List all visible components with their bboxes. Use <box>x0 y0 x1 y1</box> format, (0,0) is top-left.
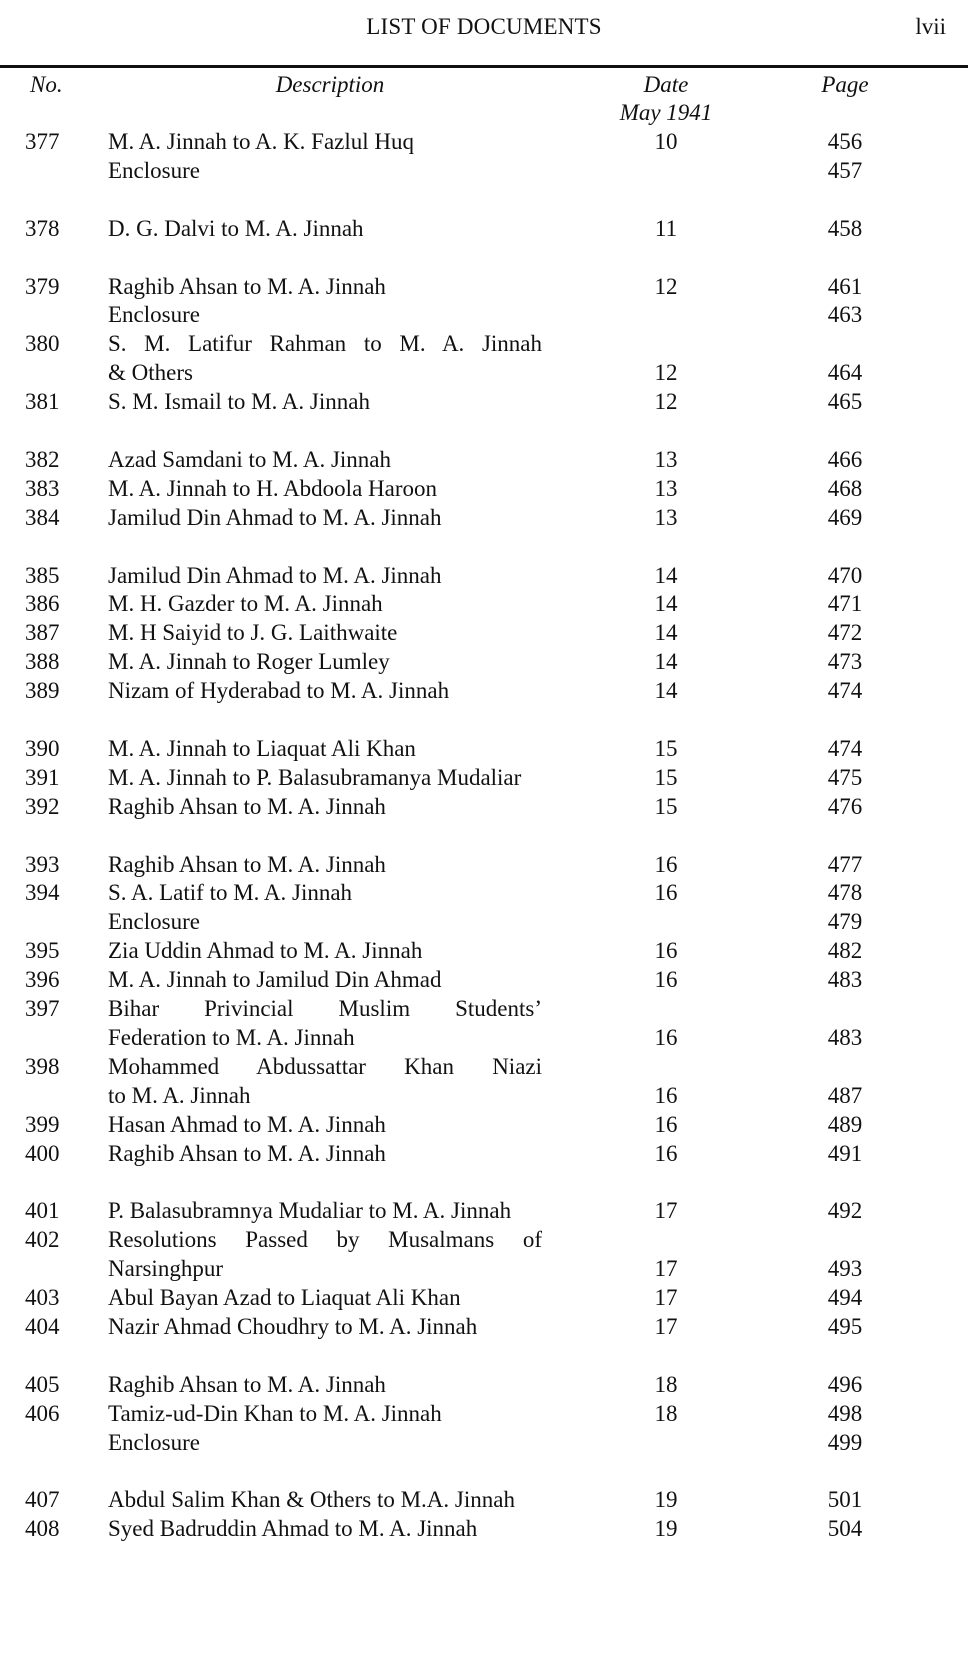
document-page: 463 <box>827 302 863 328</box>
document-date: 12 <box>654 360 678 386</box>
header-rule <box>0 65 968 68</box>
document-description: Abdul Salim Khan & Others to M.A. Jinnah <box>108 1487 515 1513</box>
document-description: Azad Samdani to M. A. Jinnah <box>108 446 391 472</box>
document-description: Tamiz-ud-Din Khan to M. A. Jinnah <box>108 1400 442 1426</box>
document-number: 408 <box>25 1516 60 1542</box>
document-number: 387 <box>25 620 60 646</box>
document-number: 381 <box>25 389 60 415</box>
column-header-description: Description <box>275 72 385 97</box>
document-number: 389 <box>25 678 60 704</box>
document-number: 394 <box>25 880 60 906</box>
document-description: & Others <box>108 360 193 386</box>
document-description: S. M. Ismail to M. A. Jinnah <box>108 389 370 415</box>
document-description: Raghib Ahsan to M. A. Jinnah <box>108 793 386 819</box>
document-date: 19 <box>654 1487 678 1513</box>
document-page: 471 <box>827 591 863 617</box>
document-page: 475 <box>827 764 863 790</box>
document-description: Raghib Ahsan to M. A. Jinnah <box>108 1371 386 1397</box>
document-number: 399 <box>25 1111 60 1137</box>
document-number: 396 <box>25 967 60 993</box>
document-description: Hasan Ahmad to M. A. Jinnah <box>108 1111 386 1137</box>
document-page: 496 <box>827 1371 863 1397</box>
document-date: 15 <box>654 735 678 761</box>
document-number: 383 <box>25 475 60 501</box>
document-description: M. A. Jinnah to Roger Lumley <box>108 649 390 675</box>
document-date: 16 <box>654 1111 678 1137</box>
document-page: 499 <box>827 1429 863 1455</box>
document-number: 384 <box>25 504 60 530</box>
column-header-no: No. <box>30 72 63 97</box>
document-description: Nazir Ahmad Choudhry to M. A. Jinnah <box>108 1313 478 1339</box>
document-page: 491 <box>827 1140 863 1166</box>
document-page: 474 <box>827 678 863 704</box>
document-page: 479 <box>827 909 863 935</box>
document-number: 406 <box>25 1400 60 1426</box>
document-page: 477 <box>827 851 863 877</box>
document-date: 18 <box>654 1400 678 1426</box>
document-page: 456 <box>827 129 863 154</box>
document-description: Enclosure <box>108 302 200 328</box>
document-description: Raghib Ahsan to M. A. Jinnah <box>108 1140 386 1166</box>
document-description: M. A. Jinnah to A. K. Fazlul Huq <box>108 129 415 154</box>
document-page: 476 <box>827 793 863 819</box>
document-date: 14 <box>654 649 678 675</box>
page-number: lvii <box>915 14 946 39</box>
document-description: Narsinghpur <box>108 1256 223 1282</box>
document-number: 382 <box>25 446 60 472</box>
document-description: Abul Bayan Azad to Liaquat Ali Khan <box>108 1285 461 1310</box>
document-date: 13 <box>654 504 678 530</box>
document-number: 391 <box>25 764 60 790</box>
document-date: 19 <box>654 1516 678 1542</box>
document-page: 474 <box>827 735 863 761</box>
document-number: 393 <box>25 851 60 877</box>
document-page: 458 <box>827 215 863 241</box>
page-title: LIST OF DOCUMENTS <box>366 14 602 39</box>
document-date: 17 <box>654 1198 678 1224</box>
document-page: 493 <box>827 1256 863 1282</box>
document-number: 404 <box>25 1313 60 1339</box>
document-date: 16 <box>654 1082 678 1108</box>
document-number: 398 <box>25 1053 60 1079</box>
document-page: 478 <box>827 880 863 906</box>
document-date: 14 <box>654 591 678 617</box>
document-page: 498 <box>827 1400 863 1426</box>
document-description: Jamilud Din Ahmad to M. A. Jinnah <box>108 504 442 530</box>
document-number: 379 <box>25 273 60 299</box>
document-page: 501 <box>827 1487 863 1513</box>
document-description: Mohammed Abdussattar Khan Niazi <box>108 1053 542 1079</box>
document-number: 386 <box>25 591 60 617</box>
document-number: 403 <box>25 1285 60 1310</box>
document-date: 16 <box>654 851 678 877</box>
document-page: 457 <box>827 157 863 183</box>
document-number: 385 <box>25 562 60 588</box>
document-date: 12 <box>654 273 678 299</box>
document-date: 17 <box>654 1256 678 1282</box>
document-description: Bihar Privincial Muslim Students’ <box>108 996 542 1021</box>
document-page: 464 <box>827 360 863 386</box>
document-description: M. A. Jinnah to H. Abdoola Haroon <box>108 475 438 501</box>
document-number: 378 <box>25 215 60 241</box>
document-page: 470 <box>827 562 863 588</box>
column-header-date-month: May 1941 <box>619 100 713 125</box>
document-page: 473 <box>827 649 863 675</box>
document-number: 400 <box>25 1140 60 1166</box>
document-page: 487 <box>827 1082 863 1108</box>
document-description: Syed Badruddin Ahmad to M. A. Jinnah <box>108 1516 478 1542</box>
document-number: 380 <box>25 331 60 357</box>
document-date: 15 <box>654 764 678 790</box>
document-page: 492 <box>827 1198 863 1224</box>
document-date: 16 <box>654 938 678 964</box>
document-description: M. A. Jinnah to P. Balasubramanya Mudaliar <box>108 764 522 790</box>
document-date: 13 <box>654 446 678 472</box>
document-number: 395 <box>25 938 60 964</box>
document-description: M. H. Gazder to M. A. Jinnah <box>108 591 383 617</box>
document-date: 18 <box>654 1371 678 1397</box>
document-number: 397 <box>25 996 60 1021</box>
document-date: 16 <box>654 967 678 993</box>
document-page: 469 <box>827 504 863 530</box>
document-date: 13 <box>654 475 678 501</box>
document-page: 472 <box>827 620 863 646</box>
document-date: 16 <box>654 1024 678 1050</box>
document-description: Enclosure <box>108 909 200 935</box>
document-number: 405 <box>25 1371 60 1397</box>
document-description: Jamilud Din Ahmad to M. A. Jinnah <box>108 562 442 588</box>
document-description: Resolutions Passed by Musalmans of <box>108 1227 542 1253</box>
document-date: 15 <box>654 793 678 819</box>
document-description: to M. A. Jinnah <box>108 1082 251 1108</box>
document-page: 468 <box>827 475 863 501</box>
document-date: 16 <box>654 880 678 906</box>
document-date: 11 <box>654 215 678 241</box>
document-page: 466 <box>827 446 863 472</box>
document-date: 10 <box>654 129 678 154</box>
document-page: 465 <box>827 389 863 415</box>
document-page: 495 <box>827 1313 863 1339</box>
document-date: 17 <box>654 1285 678 1310</box>
document-description: D. G. Dalvi to M. A. Jinnah <box>108 215 364 241</box>
document-date: 14 <box>654 620 678 646</box>
document-description: P. Balasubramnya Mudaliar to M. A. Jinnah <box>108 1198 512 1224</box>
document-page: 461 <box>827 273 863 299</box>
document-description: Zia Uddin Ahmad to M. A. Jinnah <box>108 938 423 964</box>
document-number: 402 <box>25 1227 60 1253</box>
document-number: 388 <box>25 649 60 675</box>
document-date: 14 <box>654 678 678 704</box>
document-description: S. M. Latifur Rahman to M. A. Jinnah <box>108 331 542 357</box>
document-description: M. A. Jinnah to Liaquat Ali Khan <box>108 735 416 761</box>
document-number: 407 <box>25 1487 60 1513</box>
document-description: M. H Saiyid to J. G. Laithwaite <box>108 620 398 646</box>
document-description: Federation to M. A. Jinnah <box>108 1024 355 1050</box>
document-date: 17 <box>654 1313 678 1339</box>
document-number: 390 <box>25 735 60 761</box>
document-description: Nizam of Hyderabad to M. A. Jinnah <box>108 678 450 704</box>
document-page: 483 <box>827 1024 863 1050</box>
column-header-page: Page <box>821 72 869 97</box>
document-number: 401 <box>25 1198 60 1224</box>
document-date: 12 <box>654 389 678 415</box>
document-description: Raghib Ahsan to M. A. Jinnah <box>108 273 386 299</box>
document-page: 482 <box>827 938 863 964</box>
document-page: 504 <box>827 1516 863 1542</box>
column-header-date: Date <box>643 72 689 97</box>
document-page: 489 <box>827 1111 863 1137</box>
document-page: 494 <box>827 1285 863 1310</box>
document-number: 392 <box>25 793 60 819</box>
document-description: Enclosure <box>108 1429 200 1455</box>
document-date: 14 <box>654 562 678 588</box>
document-description: M. A. Jinnah to Jamilud Din Ahmad <box>108 967 442 993</box>
document-number: 377 <box>25 129 60 154</box>
document-description: S. A. Latif to M. A. Jinnah <box>108 880 353 906</box>
document-description: Enclosure <box>108 157 200 183</box>
document-date: 16 <box>654 1140 678 1166</box>
document-description: Raghib Ahsan to M. A. Jinnah <box>108 851 386 877</box>
document-page: 483 <box>827 967 863 993</box>
